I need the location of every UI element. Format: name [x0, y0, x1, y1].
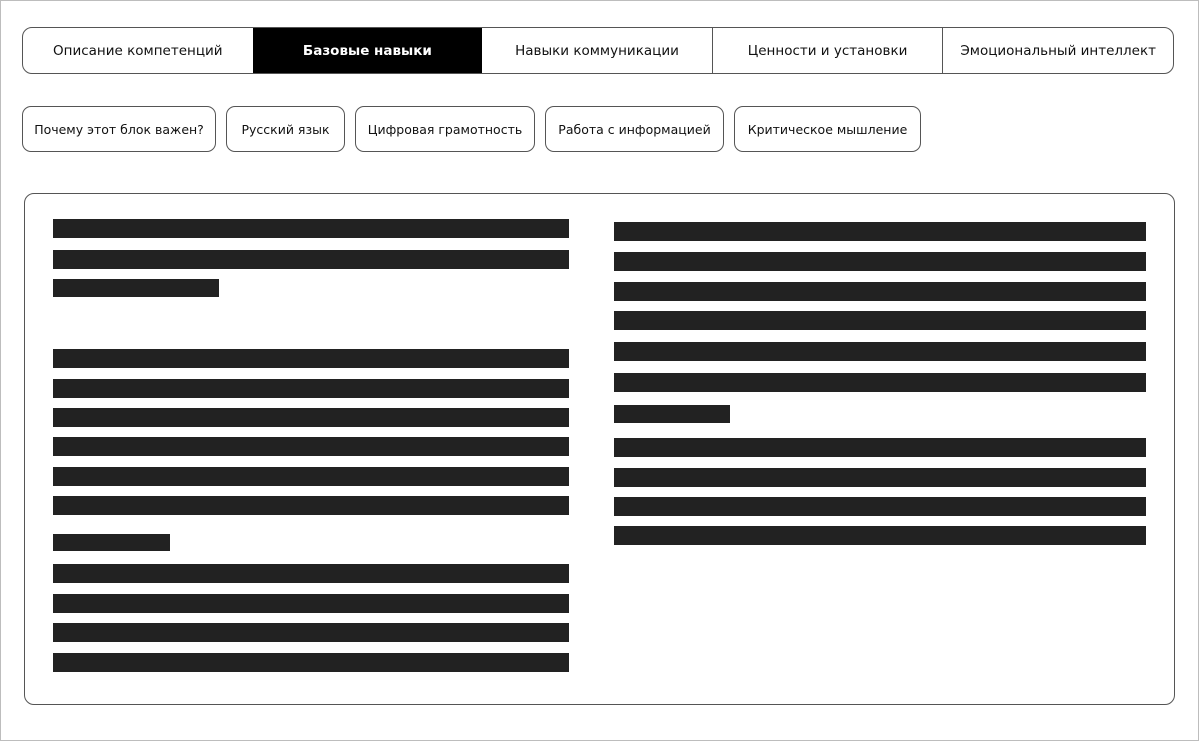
redaction-bar — [53, 379, 569, 398]
redaction-bar — [614, 282, 1146, 301]
redaction-bar — [53, 437, 569, 456]
redaction-bar — [53, 349, 569, 368]
redaction-bar — [614, 438, 1146, 457]
redaction-bar — [53, 250, 569, 269]
subtab-critical-thinking[interactable]: Критическое мышление — [734, 106, 921, 152]
redaction-bar — [53, 564, 569, 583]
tab-competency-description[interactable]: Описание компетенций — [53, 42, 223, 59]
redaction-bar — [53, 408, 569, 427]
redaction-bar — [53, 653, 569, 672]
redaction-bar — [614, 373, 1146, 392]
subtab-why-important[interactable]: Почему этот блок важен? — [22, 106, 216, 152]
redaction-bar — [53, 279, 219, 297]
main-tabs — [22, 27, 1174, 74]
redaction-bar — [614, 342, 1146, 361]
redaction-bar — [53, 496, 569, 515]
tab-basic-skills[interactable]: Базовые навыки — [253, 28, 483, 73]
subtab-digital-literacy[interactable]: Цифровая грамотность — [355, 106, 535, 152]
redaction-bar — [614, 526, 1146, 545]
redaction-bar — [614, 252, 1146, 271]
redaction-bar — [614, 405, 730, 423]
redaction-bar — [614, 222, 1146, 241]
redaction-bar — [53, 219, 569, 238]
redaction-bar — [614, 497, 1146, 516]
redaction-bar — [53, 534, 170, 551]
redaction-bar — [614, 311, 1146, 330]
tab-values-attitudes[interactable]: Ценности и установки — [712, 28, 943, 73]
redaction-bar — [53, 623, 569, 642]
redaction-bar — [53, 594, 569, 613]
tab-communication-skills[interactable]: Навыки коммуникации — [515, 42, 679, 59]
tab-emotional-intelligence[interactable]: Эмоциональный интеллект — [942, 28, 1173, 73]
redaction-bar — [614, 468, 1146, 487]
redaction-bar — [53, 467, 569, 486]
subtab-russian-language[interactable]: Русский язык — [226, 106, 345, 152]
subtab-information-work[interactable]: Работа с информацией — [545, 106, 724, 152]
